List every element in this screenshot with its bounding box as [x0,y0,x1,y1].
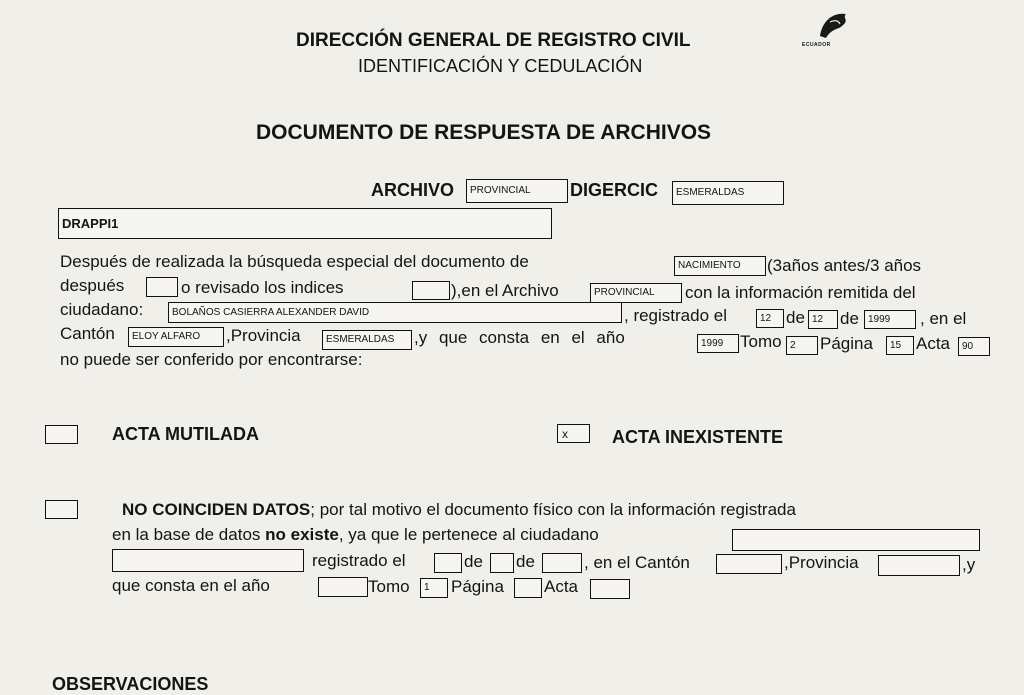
digercic-field[interactable]: ESMERALDAS [672,181,784,205]
pagina-field[interactable]: 15 [886,336,914,355]
no-coinciden-line1 [122,500,796,520]
para1-line2-a: después [60,276,125,295]
code-field[interactable]: DRAPPI1 [58,208,552,239]
indices-field[interactable] [412,281,450,300]
nc-provincia-field[interactable] [878,555,960,576]
nc-line3-a: registrado el [312,551,406,570]
para1-line4-e: Página [820,334,873,353]
nc-year-field[interactable] [542,553,582,573]
no-coinciden-no-existe: no existe [265,525,339,544]
archivo-inline-field[interactable]: PROVINCIAL [590,283,682,303]
para1-line1: Después de realizada la búsqueda especial del documento de [60,252,529,271]
digercic-label: DIGERCIC [570,180,659,200]
archivo-field[interactable]: PROVINCIAL [466,179,568,203]
para1-line3-e: , en el [920,309,967,328]
no-coinciden-line2 [112,525,599,545]
anio-field[interactable]: 1999 [697,334,739,353]
para1-line3-b: , registrado el [624,306,727,325]
no-coinciden-line2-a: en la base de datos [112,525,261,544]
para1-line4-a: Cantón [60,324,115,343]
nc-line3-d: , en el Cantón [584,553,690,572]
para1-line2-b: o revisado los indices [181,278,344,297]
canton-field[interactable]: ELOY ALFARO [128,327,224,347]
document-title: DOCUMENTO DE RESPUESTA DE ARCHIVOS [256,121,712,144]
nc-line3-b: de [464,552,483,571]
nc-month-field[interactable] [490,553,514,573]
emblem-logo [812,8,856,44]
nc-tomo-field[interactable]: 1 [420,578,448,598]
citizen-field[interactable]: BOLAÑOS CASIERRA ALEXANDER DAVID [168,302,622,323]
no-coinciden-line1-rest: ; por tal motivo el documento físico con la información registrada [310,500,796,519]
tomo-field[interactable]: 2 [786,336,818,355]
para1-line4-b: ,Provincia [226,326,301,345]
acta-field[interactable]: 90 [958,337,990,356]
nc-line3-e: ,Provincia [784,553,859,572]
nc-day-field[interactable] [434,553,462,573]
header-line1: DIRECCIÓN GENERAL DE REGISTRO CIVIL [296,30,691,51]
no-coinciden-title: NO COINCIDEN DATOS [122,500,311,519]
provincia-field[interactable]: ESMERALDAS [322,330,412,350]
nc-line3-f: ,y [962,555,976,574]
archivo-label: ARCHIVO [371,180,455,200]
doc-type-field[interactable]: NACIMIENTO [674,256,766,276]
nc-line4-b: Tomo [368,577,410,596]
para1-line4-d: Tomo [740,332,782,351]
nc-canton-field[interactable] [716,554,782,574]
acta-mutilada-label: ACTA MUTILADA [112,424,259,444]
header-line2: IDENTIFICACIÓN Y CEDULACIÓN [358,56,643,76]
nc-line4-a: que consta en el año [112,576,270,595]
nc-line4-d: Acta [544,577,579,596]
despues-field[interactable] [146,277,178,297]
para1-line2-d: con la información remitida del [685,283,916,302]
para1-line3-d: de [840,309,859,328]
no-coinciden-checkbox[interactable] [45,500,78,519]
observaciones-heading: OBSERVACIONES [52,674,209,694]
nc-line3-c: de [516,552,535,571]
acta-inexistente-label: ACTA INEXISTENTE [612,427,784,447]
nc-pagina-field[interactable] [514,578,542,598]
seal-caption: ECUADOR [802,42,831,48]
para1-line2-c: ),en el Archivo [451,281,559,300]
para1-line4-c: ,y que consta en el año [414,328,625,347]
para1-line3-c: de [786,308,805,327]
nc-anio-field[interactable] [318,577,368,597]
para1-line1-tail: (3años antes/3 años [767,256,922,275]
month-field[interactable]: 12 [808,310,838,329]
nc-line4-c: Página [451,577,504,596]
nc-citizen-field[interactable] [732,529,980,551]
nc-acta-field[interactable] [590,579,630,599]
acta-inexistente-checkbox[interactable]: x [557,424,590,443]
para1-line4-f: Acta [916,334,951,353]
day-field[interactable]: 12 [756,309,784,328]
year-field[interactable]: 1999 [864,310,916,329]
no-coinciden-line2-b: , ya que le pertenece al ciudadano [338,525,599,544]
nc-name-field[interactable] [112,549,304,572]
para1-line3-a: ciudadano: [60,300,144,319]
acta-mutilada-checkbox[interactable] [45,425,78,444]
para1-line5: no puede ser conferido por encontrarse: [60,350,363,369]
